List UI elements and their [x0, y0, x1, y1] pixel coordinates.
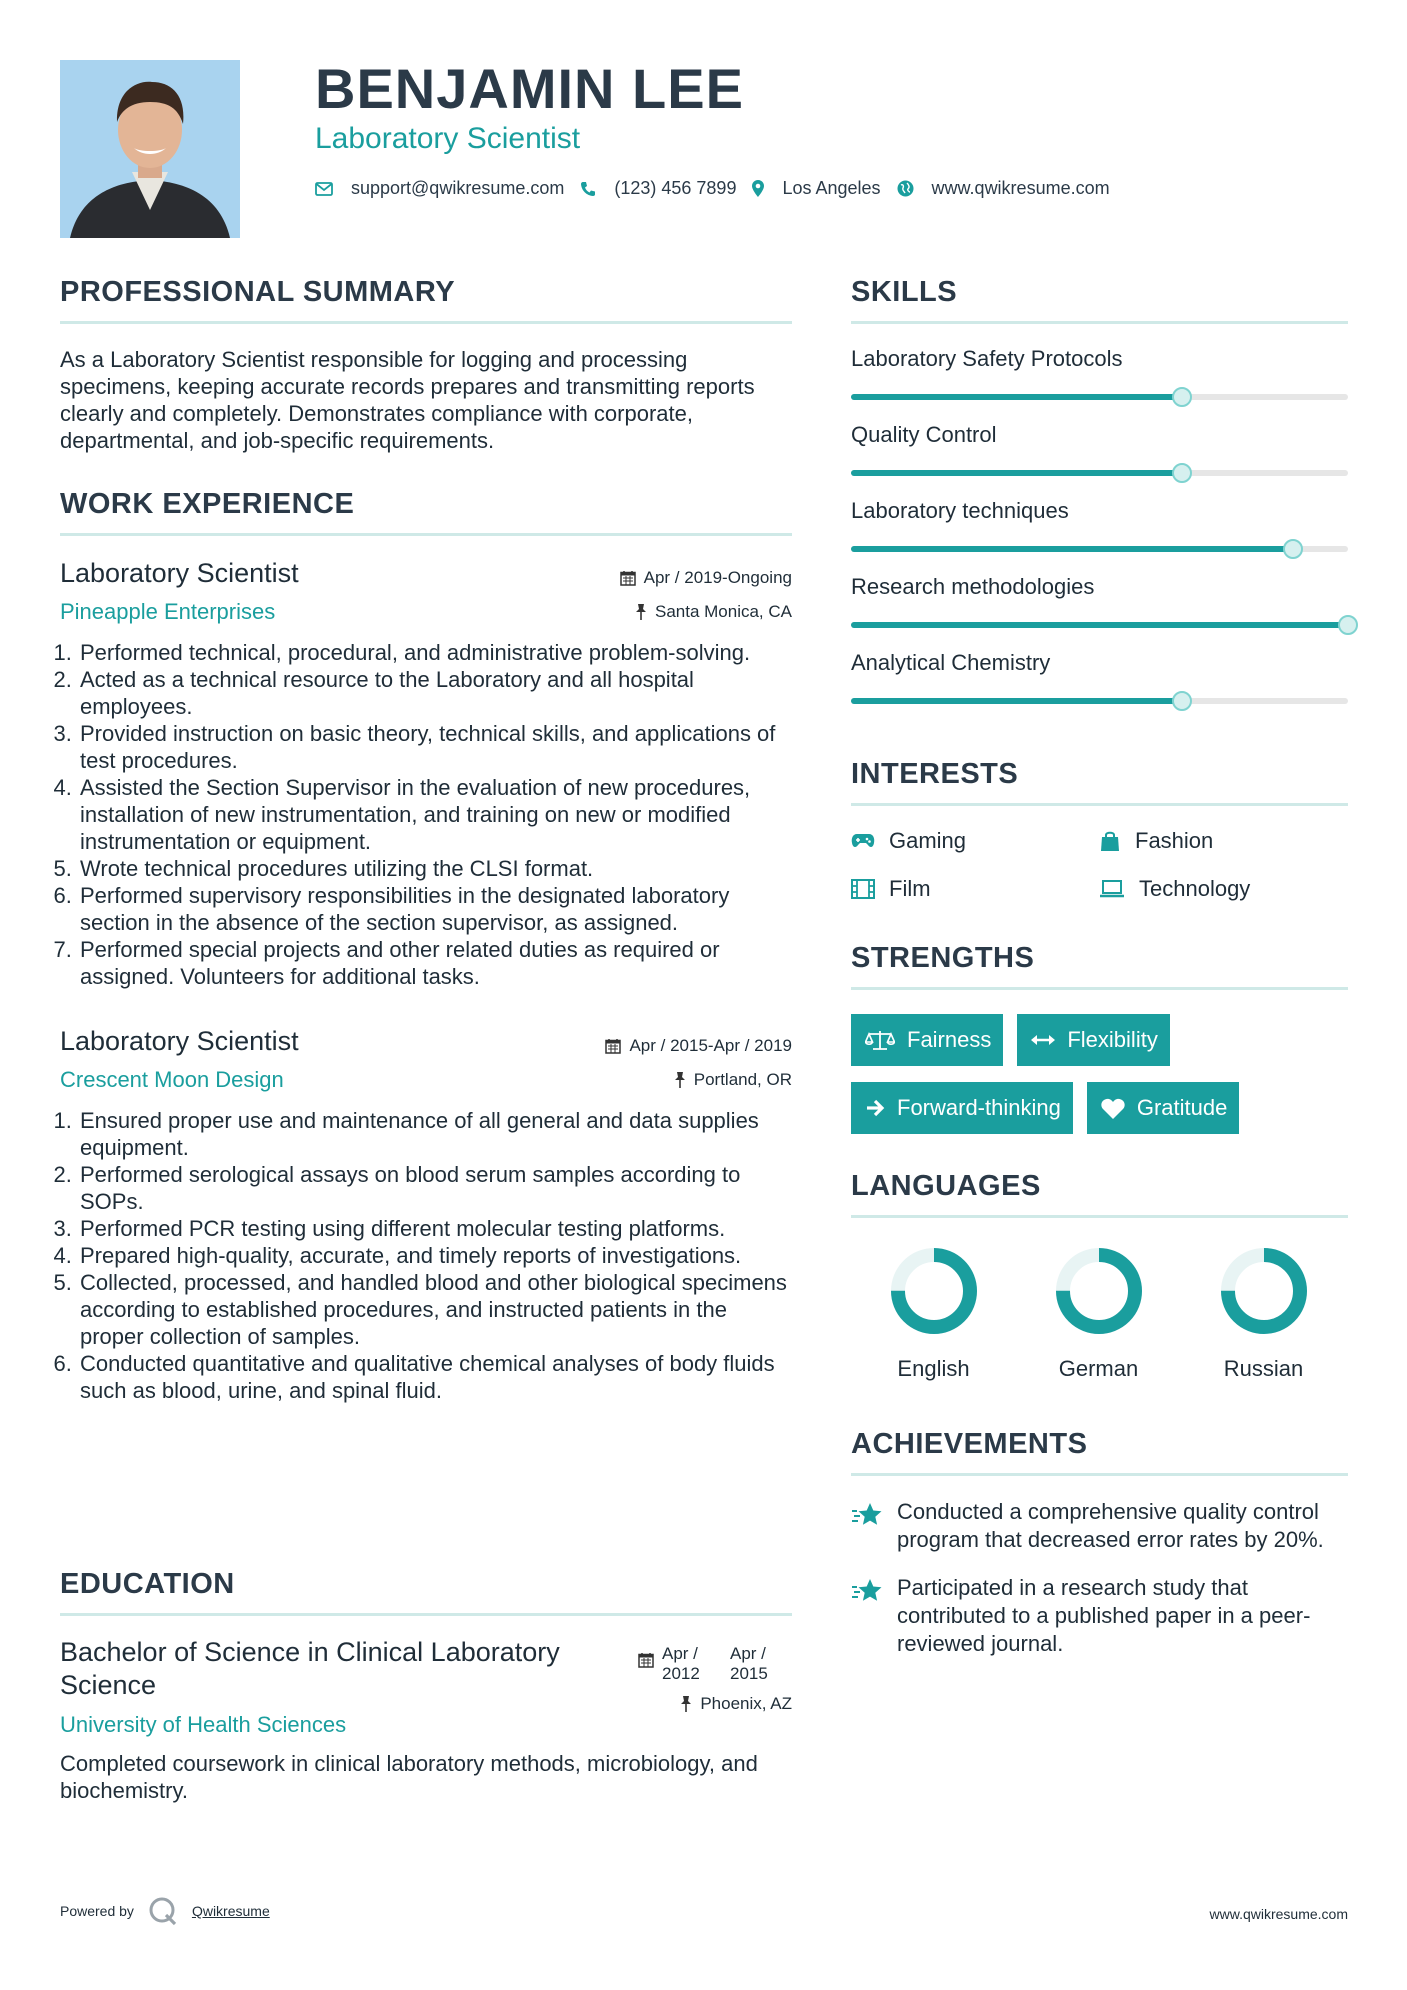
- job-location: [605, 1070, 792, 1090]
- skill-bar: [851, 470, 1348, 476]
- interest-label: Technology: [1139, 876, 1251, 901]
- skill-name: Research methodologies: [851, 574, 1095, 599]
- location-text: Los Angeles: [782, 178, 881, 198]
- professional-summary-section: [60, 276, 792, 454]
- job-location-text: Santa Monica, CA: [654, 602, 792, 621]
- job-company: Crescent Moon Design: [60, 1067, 284, 1092]
- candidate-name: BENJAMIN LEE: [315, 57, 744, 120]
- skill-bar: [851, 546, 1348, 552]
- job-duties-list: [60, 1107, 792, 1404]
- phone-text: (123) 456 7899: [614, 178, 737, 198]
- language-proficiency-ring: [1052, 1244, 1146, 1338]
- section-title: INTERESTS: [851, 758, 1019, 790]
- strength-tag: [1017, 1014, 1169, 1066]
- pushpin-icon: [674, 1072, 686, 1088]
- footer-website[interactable]: www.qwikresume.com: [1209, 1906, 1348, 1922]
- job-duties-list: [60, 639, 792, 990]
- laptop-icon: [1099, 880, 1125, 898]
- calendar-icon: [620, 570, 636, 586]
- globe-icon: [897, 180, 914, 197]
- candidate-role: Laboratory Scientist: [315, 122, 581, 155]
- language-proficiency-ring: [887, 1244, 981, 1338]
- job-dates-text: Apr / 2019-Ongoing: [643, 568, 792, 587]
- language-proficiency-ring: [1217, 1244, 1311, 1338]
- job-dates-text: Apr / 2015-Apr / 2019: [629, 1036, 792, 1055]
- film-icon: [851, 879, 875, 899]
- section-divider: [851, 803, 1348, 806]
- job-title: Laboratory Scientist: [60, 1026, 299, 1056]
- list-item: 1. Ensured proper use and maintenance of all general and data supplies equipment.: [78, 1107, 792, 1161]
- shopping-bag-icon: [1099, 830, 1121, 852]
- footer-powered-by: [60, 1896, 270, 1926]
- section-divider: [851, 1215, 1348, 1218]
- list-item: 4. Prepared high-quality, accurate, and timely reports of investigations.: [78, 1242, 792, 1269]
- section-title: PROFESSIONAL SUMMARY: [60, 276, 456, 308]
- calendar-icon: [638, 1652, 654, 1668]
- skill-bar: [851, 394, 1348, 400]
- education-end: Apr / 2015: [730, 1644, 768, 1683]
- pushpin-icon: [680, 1696, 692, 1712]
- pushpin-icon: [635, 604, 647, 620]
- language-item: [1016, 1244, 1181, 1382]
- job-title: Laboratory Scientist: [60, 558, 299, 588]
- list-item: 7. Performed special projects and other related duties as required or assigned. Volunteers for additional tasks.: [78, 936, 792, 990]
- skill-bar: [851, 698, 1348, 704]
- education-dates: [638, 1644, 792, 1684]
- language-item: [851, 1244, 1016, 1382]
- skill-bar-knob: [1338, 615, 1358, 635]
- job-location-text: Portland, OR: [693, 1070, 792, 1089]
- strength-label: Forward-thinking: [897, 1095, 1061, 1120]
- school-name: University of Health Sciences: [60, 1712, 347, 1737]
- section-title: STRENGTHS: [851, 942, 1035, 974]
- list-item: 1. Performed technical, procedural, and administrative problem-solving.: [78, 639, 792, 666]
- envelope-icon: [315, 182, 333, 196]
- strengths-section: [851, 942, 1348, 1134]
- work-experience-section: [60, 488, 792, 1404]
- skill-item: [851, 498, 1348, 552]
- qwikresume-link[interactable]: Qwikresume: [191, 1903, 270, 1919]
- section-divider: [851, 321, 1348, 324]
- strength-tag: [851, 1082, 1073, 1134]
- skill-bar-fill: [851, 394, 1182, 400]
- section-title: ACHIEVEMENTS: [851, 1428, 1088, 1460]
- skill-bar-knob: [1172, 387, 1192, 407]
- skill-name: Analytical Chemistry: [851, 650, 1051, 675]
- skill-item: [851, 650, 1348, 704]
- arrows-horizontal-icon: [1031, 1033, 1055, 1047]
- education-section: [60, 1568, 792, 1804]
- star-icon: [851, 1578, 883, 1604]
- education-start: Apr / 2012: [662, 1644, 700, 1683]
- language-item: [1181, 1244, 1346, 1382]
- job-location: [620, 602, 792, 622]
- interest-label: Fashion: [1135, 828, 1214, 853]
- skill-bar-fill: [851, 470, 1182, 476]
- strength-label: Fairness: [907, 1027, 992, 1052]
- achievements-section: [851, 1428, 1348, 1658]
- section-divider: [60, 533, 792, 536]
- heart-icon: [1101, 1098, 1125, 1119]
- skill-item: [851, 422, 1348, 476]
- section-divider: [60, 321, 792, 324]
- contact-phone[interactable]: [580, 178, 736, 199]
- skill-bar: [851, 622, 1348, 628]
- skills-section: [851, 276, 1348, 704]
- list-item: 6. Performed supervisory responsibilities in the designated laboratory section in the absence of the section supervisor, as assigned.: [78, 882, 792, 936]
- list-item: 2. Performed serological assays on blood serum samples according to SOPs.: [78, 1161, 792, 1215]
- contact-website[interactable]: [897, 178, 1110, 199]
- skill-name: Quality Control: [851, 422, 997, 447]
- skill-bar-fill: [851, 546, 1293, 552]
- interest-item: [1099, 876, 1347, 902]
- strength-tag: [851, 1014, 1003, 1066]
- achievement-text: Conducted a comprehensive quality control program that decreased error rates by 20%.: [897, 1499, 1324, 1552]
- language-name: German: [1058, 1356, 1139, 1381]
- list-item: 3. Performed PCR testing using different molecular testing platforms.: [78, 1215, 792, 1242]
- section-title: LANGUAGES: [851, 1170, 1041, 1202]
- skill-name: Laboratory Safety Protocols: [851, 346, 1123, 371]
- section-title: SKILLS: [851, 276, 958, 308]
- interest-item: [851, 876, 1099, 902]
- gamepad-icon: [851, 833, 875, 849]
- skill-item: [851, 574, 1348, 628]
- section-title: EDUCATION: [60, 1568, 235, 1600]
- interests-section: [851, 758, 1348, 902]
- languages-section: [851, 1170, 1348, 1382]
- list-item: 5. Wrote technical procedures utilizing the CLSI format.: [78, 855, 792, 882]
- arrow-right-icon: [865, 1099, 885, 1117]
- strength-tag: [1087, 1082, 1240, 1134]
- strength-label: Gratitude: [1136, 1095, 1228, 1120]
- skill-name: Laboratory techniques: [851, 498, 1069, 523]
- contact-email[interactable]: [315, 178, 564, 199]
- interest-label: Gaming: [889, 828, 967, 853]
- star-icon: [851, 1502, 883, 1528]
- section-title: WORK EXPERIENCE: [60, 488, 355, 520]
- interest-label: Film: [889, 876, 931, 901]
- skill-bar-knob: [1172, 691, 1192, 711]
- job-dates: [605, 1036, 792, 1056]
- skill-bar-knob: [1283, 539, 1303, 559]
- interest-item: [851, 828, 1099, 854]
- contact-location: [752, 178, 880, 199]
- list-item: 6. Conducted quantitative and qualitative chemical analyses of body fluids such as blood, urine, and spinal fluid.: [78, 1350, 792, 1404]
- section-divider: [851, 1473, 1348, 1476]
- education-location: [638, 1694, 792, 1714]
- achievement-text: Participated in a research study that contributed to a published paper in a peer-reviewed journal.: [897, 1575, 1311, 1656]
- contact-bar: [315, 178, 1110, 199]
- job-dates: [620, 568, 792, 588]
- education-description: Completed coursework in clinical laboratory methods, microbiology, and biochemistry.: [60, 1751, 758, 1803]
- section-divider: [60, 1613, 792, 1616]
- profile-photo: [60, 60, 240, 238]
- job-entry: [60, 558, 792, 990]
- section-divider: [851, 987, 1348, 990]
- language-name: Russian: [1223, 1356, 1304, 1381]
- skill-bar-fill: [851, 698, 1182, 704]
- map-pin-icon: [752, 180, 764, 197]
- skill-bar-knob: [1172, 463, 1192, 483]
- job-entry: [60, 1026, 792, 1404]
- list-item: 4. Assisted the Section Supervisor in the evaluation of new procedures, installation of new instrumentation, and training on new or modified instrumentation or equipment.: [78, 774, 792, 855]
- calendar-icon: [605, 1038, 621, 1054]
- education-location-text: Phoenix, AZ: [700, 1694, 792, 1713]
- achievement-item: [851, 1498, 1348, 1554]
- job-company: Pineapple Enterprises: [60, 599, 276, 624]
- phone-icon: [580, 181, 596, 197]
- skills-list: [851, 346, 1348, 704]
- balance-scale-icon: [865, 1029, 895, 1051]
- qwikresume-logo-icon: [148, 1896, 178, 1926]
- interest-item: [1099, 828, 1347, 854]
- degree-title: Bachelor of Science in Clinical Laboratory Science: [60, 1637, 560, 1700]
- powered-by-label: Powered by: [60, 1903, 134, 1919]
- summary-text: As a Laboratory Scientist responsible for logging and processing specimens, keeping accurate records prepares and transmitting reports clearly and completely. Demonstrates compliance with corporate, departmental, and job-specific requirements.: [60, 347, 755, 453]
- list-item: 5. Collected, processed, and handled blood and other biological specimens according to established procedures, and instructed patients in the proper collection of samples.: [78, 1269, 792, 1350]
- language-name: English: [897, 1356, 970, 1381]
- achievement-item: [851, 1574, 1348, 1658]
- list-item: 2. Acted as a technical resource to the Laboratory and all hospital employees.: [78, 666, 792, 720]
- skill-bar-fill: [851, 622, 1348, 628]
- strength-label: Flexibility: [1067, 1027, 1158, 1052]
- skill-item: [851, 346, 1348, 400]
- list-item: 3. Provided instruction on basic theory, technical skills, and applications of test procedures.: [78, 720, 792, 774]
- website-text: www.qwikresume.com: [931, 178, 1110, 198]
- email-text: support@qwikresume.com: [351, 178, 565, 198]
